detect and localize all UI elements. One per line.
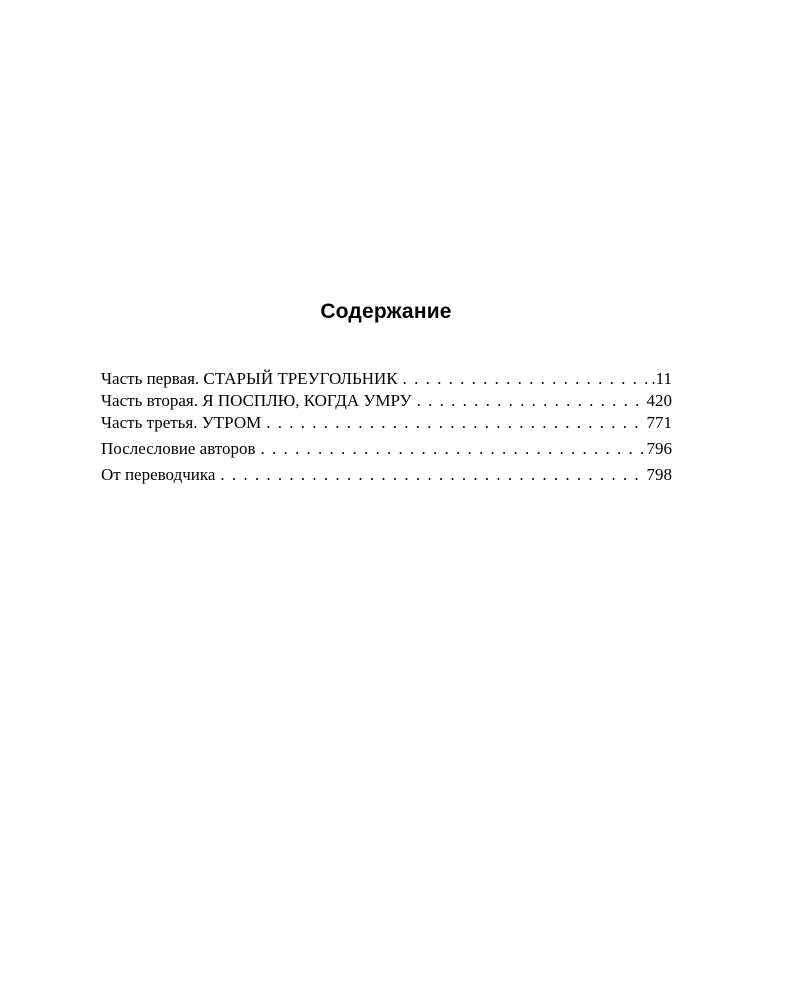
toc-entry-label: Часть вторая. Я ПОСПЛЮ, КОГДА УМРУ xyxy=(101,391,412,410)
toc-entry-page: 796 xyxy=(646,439,672,458)
dot-leader xyxy=(261,438,643,460)
toc-entry-page: 771 xyxy=(646,413,672,432)
dot-leader xyxy=(403,368,648,390)
toc-entry-page: 420 xyxy=(646,391,672,410)
toc-entry-part-two xyxy=(101,390,672,412)
toc-entry-part-one xyxy=(101,368,672,390)
dot-leader xyxy=(266,412,642,434)
toc-title: Содержание xyxy=(320,300,452,323)
toc-entry-translator-note xyxy=(101,464,672,486)
toc-entry-page: 798 xyxy=(646,465,672,484)
dot-leader xyxy=(417,390,643,412)
toc-entry-label: Послесловие авторов xyxy=(101,439,256,458)
toc-entry-label: От переводчика xyxy=(101,465,216,484)
toc-entry-label: Часть третья. УТРОМ xyxy=(101,413,262,432)
toc-entry-afterword xyxy=(101,438,672,460)
toc-entry-label: Часть первая. СТАРЫЙ ТРЕУГОЛЬНИК xyxy=(101,369,398,388)
dot-leader xyxy=(220,464,642,486)
table-of-contents xyxy=(101,368,672,486)
toc-entry-part-three xyxy=(101,412,672,434)
toc-entry-page: .11 xyxy=(651,369,672,388)
